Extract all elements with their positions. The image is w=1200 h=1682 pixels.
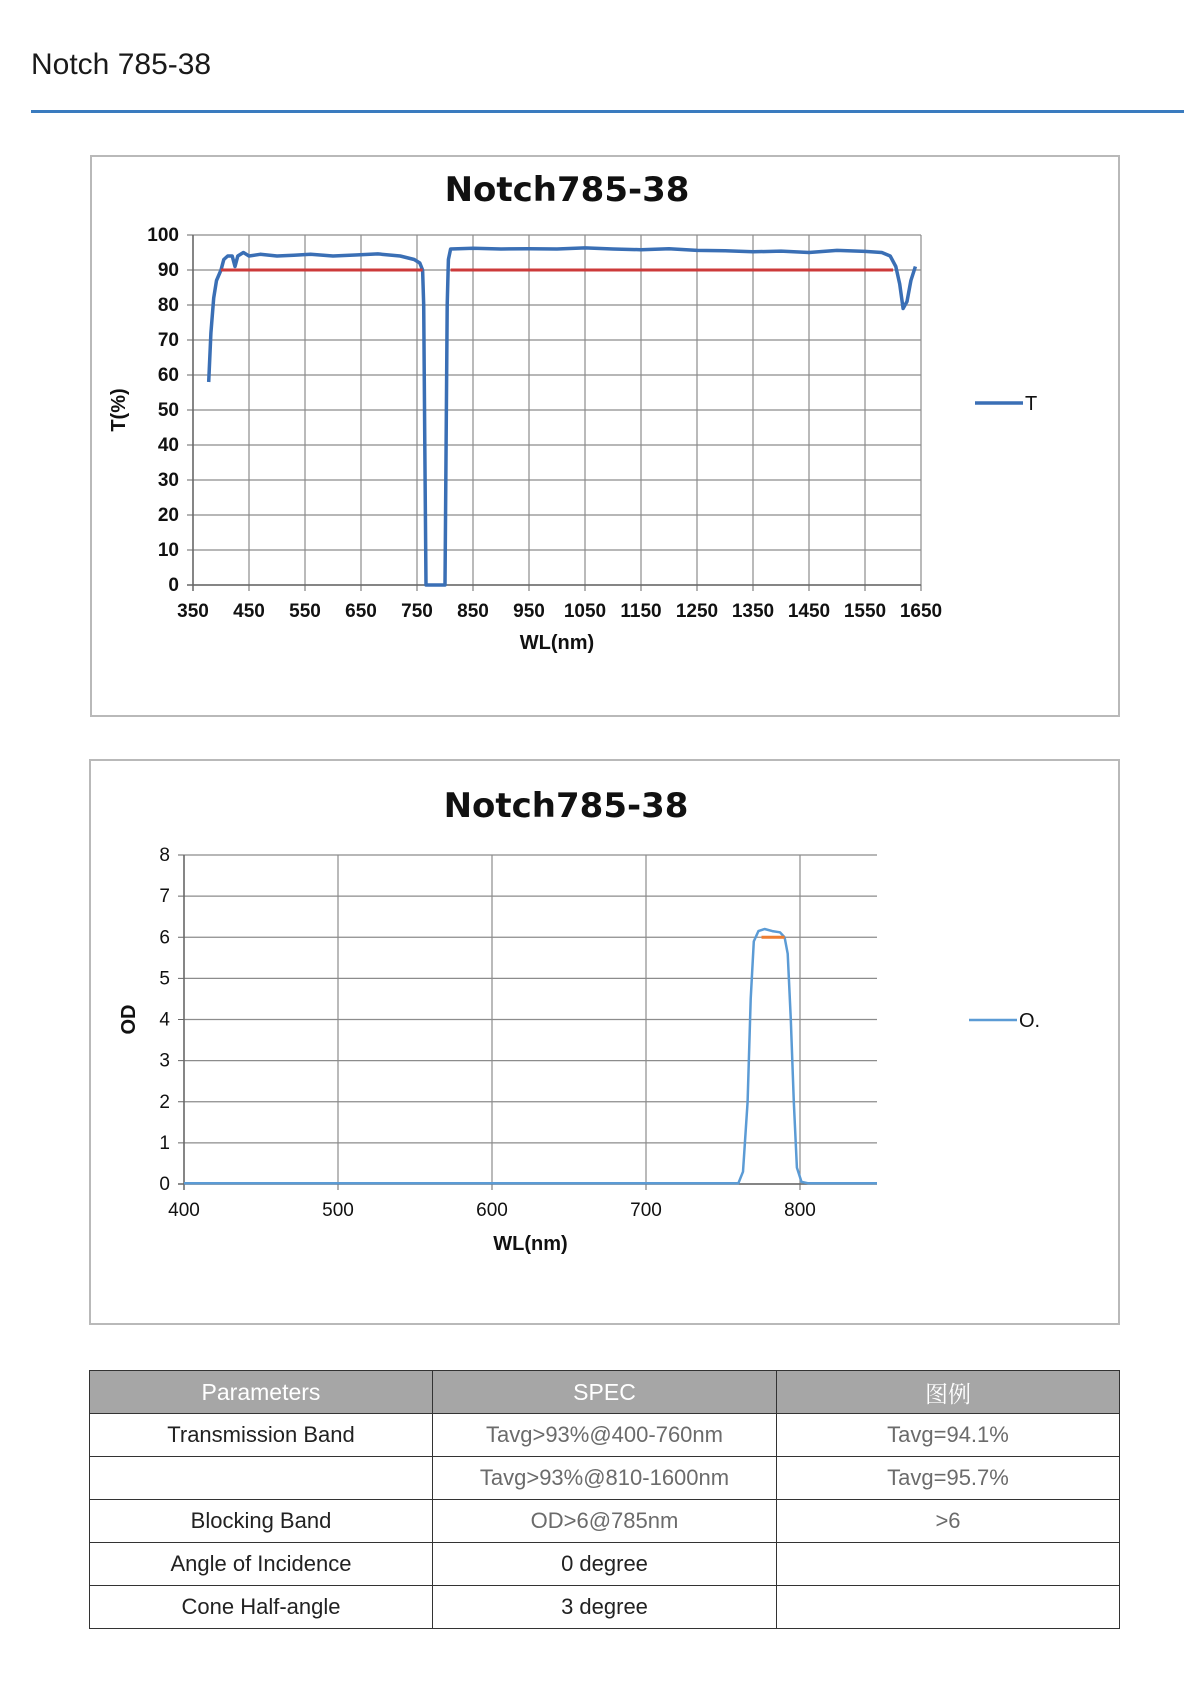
y-tick-label: 100 <box>147 225 179 246</box>
plot-area <box>118 845 1040 1255</box>
y-tick-label: 30 <box>157 470 179 491</box>
transmission-chart-svg <box>92 157 1122 719</box>
header-spec: SPEC <box>432 1371 776 1414</box>
x-tick-label: 800 <box>784 1200 816 1221</box>
value-cell: >6 <box>777 1500 1120 1543</box>
x-tick-label: 1050 <box>563 601 607 622</box>
y-tick-label: 8 <box>159 845 170 866</box>
param-cell: Angle of Incidence <box>90 1543 433 1586</box>
table-row <box>90 1543 1120 1586</box>
y-tick-label: 3 <box>159 1050 170 1072</box>
y-tick-label: 80 <box>157 295 179 316</box>
x-tick-label: 1450 <box>787 601 831 622</box>
x-tick-label: 350 <box>177 601 209 622</box>
chart-title: Notch785-38 <box>443 786 689 826</box>
x-axis-label: WL(nm) <box>519 632 595 654</box>
table-row <box>90 1500 1120 1543</box>
param-cell: Transmission Band <box>90 1414 433 1457</box>
y-axis-label: OD <box>118 1004 140 1035</box>
param-cell: Cone Half-angle <box>90 1586 433 1629</box>
y-axis-label: T(%) <box>108 388 130 432</box>
table-row <box>90 1457 1120 1500</box>
y-tick-label: 0 <box>159 1174 170 1195</box>
spec-cell: OD>6@785nm <box>432 1500 776 1543</box>
y-tick-label: 90 <box>157 260 179 281</box>
y-tick-label: 20 <box>157 505 179 526</box>
x-tick-label: 450 <box>233 601 265 622</box>
optical-density-chart <box>89 759 1120 1325</box>
y-tick-label: 10 <box>157 540 179 561</box>
y-tick-label: 0 <box>168 575 179 596</box>
y-tick-label: 40 <box>157 435 179 456</box>
x-tick-label: 600 <box>476 1200 508 1221</box>
table-row <box>90 1414 1120 1457</box>
transmission-chart <box>90 155 1120 717</box>
x-tick-label: 650 <box>345 601 377 622</box>
x-tick-label: 550 <box>289 601 321 622</box>
series-line-0 <box>184 929 877 1183</box>
y-tick-label: 5 <box>159 968 170 990</box>
page-title: Notch 785-38 <box>31 48 212 81</box>
param-cell: Blocking Band <box>90 1500 433 1543</box>
y-tick-label: 70 <box>157 330 179 351</box>
y-tick-label: 60 <box>157 365 179 386</box>
legend-label: T <box>1025 393 1038 415</box>
x-tick-label: 700 <box>630 1200 662 1221</box>
value-cell: Tavg=95.7% <box>777 1457 1120 1500</box>
header-parameters: Parameters <box>90 1371 433 1414</box>
spec-table <box>89 1370 1120 1629</box>
y-tick-label: 4 <box>159 1009 170 1031</box>
x-tick-label: 1650 <box>899 601 943 622</box>
y-tick-label: 7 <box>159 886 170 908</box>
x-tick-label: 850 <box>457 601 489 622</box>
y-tick-label: 6 <box>159 927 170 949</box>
header-legend: 图例 <box>777 1371 1120 1414</box>
y-tick-label: 1 <box>159 1132 170 1154</box>
spec-table-header-row <box>90 1371 1120 1414</box>
x-tick-label: 1550 <box>843 601 887 622</box>
spec-cell: 0 degree <box>432 1543 776 1586</box>
x-tick-label: 950 <box>513 601 545 622</box>
spec-cell: Tavg>93%@400-760nm <box>432 1414 776 1457</box>
x-tick-label: 1150 <box>620 601 662 622</box>
optical-density-chart-svg <box>91 761 1122 1327</box>
x-tick-label: 1350 <box>731 601 775 622</box>
y-tick-label: 2 <box>159 1091 170 1113</box>
value-cell <box>777 1586 1120 1629</box>
x-tick-label: 400 <box>168 1200 200 1221</box>
spec-cell: 3 degree <box>432 1586 776 1629</box>
legend-label: O. <box>1019 1010 1041 1032</box>
x-tick-label: 500 <box>322 1200 354 1221</box>
spec-cell: Tavg>93%@810-1600nm <box>432 1457 776 1500</box>
table-row <box>90 1586 1120 1629</box>
y-tick-label: 50 <box>157 400 179 421</box>
chart-title: Notch785-38 <box>444 170 690 210</box>
x-tick-label: 1250 <box>675 601 719 622</box>
x-tick-label: 750 <box>401 601 433 622</box>
value-cell: Tavg=94.1% <box>777 1414 1120 1457</box>
title-divider <box>31 110 1184 113</box>
x-axis-label: WL(nm) <box>493 1233 568 1255</box>
param-cell <box>90 1457 433 1500</box>
value-cell <box>777 1543 1120 1586</box>
